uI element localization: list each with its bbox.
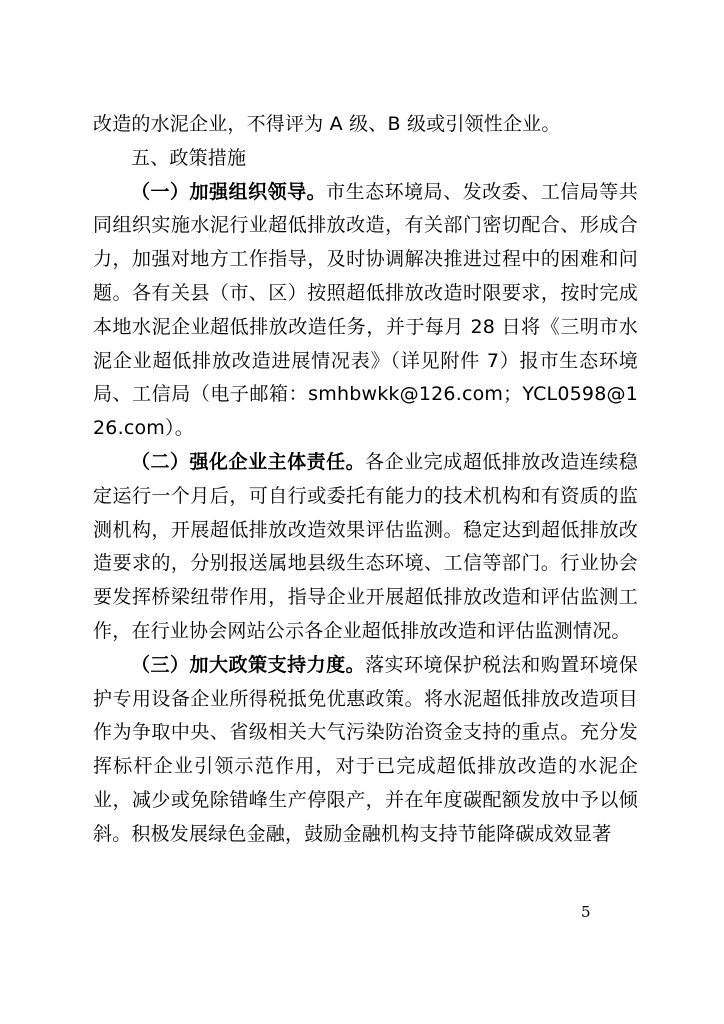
section-heading-text: 五、政策措施 bbox=[131, 146, 247, 169]
section-heading bbox=[93, 142, 638, 176]
policy-item-organization bbox=[93, 176, 638, 446]
policy-item-heading: （一）加强组织领导。 bbox=[131, 180, 327, 203]
policy-item-heading: （二）强化企业主体责任。 bbox=[131, 450, 366, 473]
continuation-paragraph bbox=[93, 108, 638, 142]
continuation-text: 改造的水泥企业，不得评为 A 级、B 级或引领性企业。 bbox=[93, 113, 561, 135]
page-number: 5 bbox=[581, 903, 591, 921]
policy-item-policy-support bbox=[93, 649, 638, 852]
policy-item-body: 市生态环境局、发改委、工信局等共同组织实施水泥行业超低排放改造，有关部门密切配合、形成合力，加强对地方工作指导，及时协调解决推进过程中的困难和问题。各有关县（市、区）按照超低排放改造时限要求，按时完成本地水泥企业超低排放改造任务，并于每月 28 日将《三明市水泥企业超低排放改造进展情况表》（详见附件 7）报市生态环境局、工信局（电子邮箱：smhbwkk@126.com；YCL0598@126.com）。 bbox=[93, 180, 638, 440]
policy-item-body: 落实环境保护税法和购置环境保护专用设备企业所得税抵免优惠政策。将水泥超低排放改造项目作为争取中央、省级相关大气污染防治资金支持的重点。充分发挥标杆企业引领示范作用，对于已完成超低排放改造的水泥企业，减少或免除错峰生产停限产，并在年度碳配额发放中予以倾斜。积极发展绿色金融，鼓励金融机构支持节能降碳成效显著 bbox=[93, 653, 638, 845]
policy-item-heading: （三）加大政策支持力度。 bbox=[131, 653, 366, 676]
policy-item-body: 各企业完成超低排放改造连续稳定运行一个月后，可自行或委托有能力的技术机构和有资质的监测机构，开展超低排放改造效果评估监测。稳定达到超低排放改造要求的，分别报送属地县级生态环境、工信等部门。行业协会要发挥桥梁纽带作用，指导企业开展超低排放改造和评估监测工作，在行业协会网站公示各企业超低排放改造和评估监测情况。 bbox=[93, 450, 638, 642]
document-body bbox=[93, 108, 638, 852]
policy-item-enterprise-responsibility bbox=[93, 446, 638, 649]
